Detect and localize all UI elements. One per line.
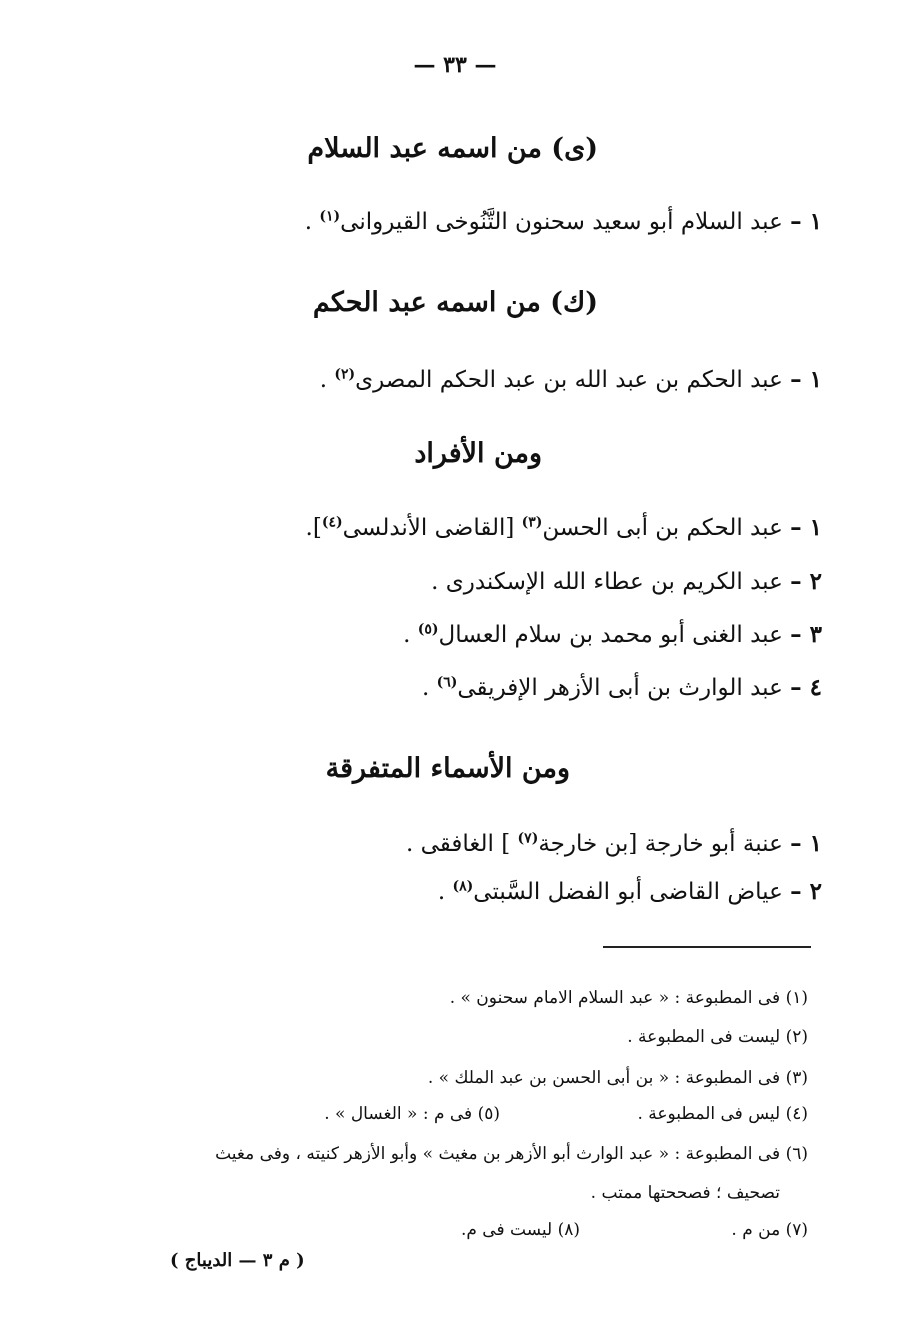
footnote-5: (٥) فى م : « الغسال » . (324, 1104, 500, 1124)
section-heading-mutafarriqa: ومن الأسماء المتفرقة (325, 753, 570, 784)
footnote-6-continuation: تصحيف ؛ فصححتها ممتب . (590, 1183, 780, 1203)
entry-end: . (421, 675, 430, 701)
footnote-7: (٧) من م . (731, 1220, 808, 1240)
entry-text-continued: ] الغافقى (420, 831, 511, 857)
footnote-ref: (٧) (517, 830, 539, 847)
section-heading-afrad: ومن الأفراد (414, 438, 542, 469)
entry-text: عبد الحكم بن عبد الله بن عبد الحكم المصرى (355, 367, 783, 393)
entry-text: عبد الحكم بن أبى الحسن (542, 515, 783, 541)
entry (422, 674, 822, 701)
footnote-6: (٦) فى المطبوعة : « عبد الوارث أبو الأزهر بن مغيث » وأبو الأزهر كنيته ، وفى مغيث (215, 1144, 808, 1164)
entry-number: ٢ – (790, 878, 822, 905)
footnote-2: (٢) ليست فى المطبوعة . (627, 1027, 808, 1047)
entry (403, 621, 822, 648)
entry-text-continued: [القاضى الأندلسى (342, 515, 515, 541)
entry-end: . (319, 367, 328, 393)
entry (306, 514, 822, 541)
entry-text: عبد الكريم بن عطاء الله الإسكندرى (445, 569, 783, 595)
printer-signature: ( م ٣ — الديباج ) (170, 1250, 305, 1271)
section-heading-abd-al-salam: (ى) من اسمه عبد السلام (307, 133, 598, 164)
entry-text: عبد السلام أبو سعيد سحنون التَّنُوخى القيروانى (340, 209, 783, 235)
entry (438, 878, 822, 905)
entry (406, 830, 822, 857)
entry-end: ]. (305, 515, 322, 541)
entry-number: ٣ – (790, 621, 822, 648)
entry (305, 208, 822, 235)
footnote-8: (٨) ليست فى م. (460, 1220, 580, 1240)
footnote-3: (٣) فى المطبوعة : « بن أبى الحسن بن عبد الملك » . (427, 1068, 808, 1088)
footnote-ref: (٢) (334, 366, 356, 383)
entry-text: عياض القاضى أبو الفضل السَّبتى (473, 879, 783, 905)
footnote-ref: (١) (319, 208, 341, 225)
footnote-ref: (٣) (521, 514, 543, 531)
entry-text: عبد الغنى أبو محمد بن سلام العسال (438, 622, 783, 648)
footnote-separator (603, 946, 811, 948)
section-heading-abd-al-hakam: (ك) من اسمه عبد الحكم (312, 287, 598, 318)
entry-end: . (403, 622, 411, 648)
page-number: — ٣٣ — (413, 52, 497, 78)
entry-end: . (437, 879, 446, 905)
entry-end: . (406, 831, 414, 857)
footnote-ref: (٨) (452, 878, 474, 895)
entry-number: ١ – (790, 366, 822, 393)
footnote-1: (١) فى المطبوعة : « عبد السلام الامام سحنون » . (449, 988, 808, 1008)
entry-number: ١ – (790, 830, 822, 857)
entry-number: ٢ – (790, 568, 822, 595)
entry-number: ١ – (790, 514, 822, 541)
entry-end: . (304, 209, 313, 235)
entry-number: ١ – (790, 208, 822, 235)
footnote-4: (٤) ليس فى المطبوعة . (637, 1104, 808, 1124)
entry-text: عبد الوارث بن أبى الأزهر الإفريقى (457, 675, 783, 701)
entry-text: عنبة أبو خارجة [بن خارجة (538, 831, 783, 857)
entry-number: ٤ – (790, 674, 822, 701)
footnote-ref: (٥) (417, 621, 439, 638)
footnote-ref: (٦) (436, 674, 458, 691)
entry (431, 568, 822, 595)
entry (320, 366, 822, 393)
entry-end: . (431, 569, 439, 595)
footnote-ref: (٤) (321, 514, 343, 531)
